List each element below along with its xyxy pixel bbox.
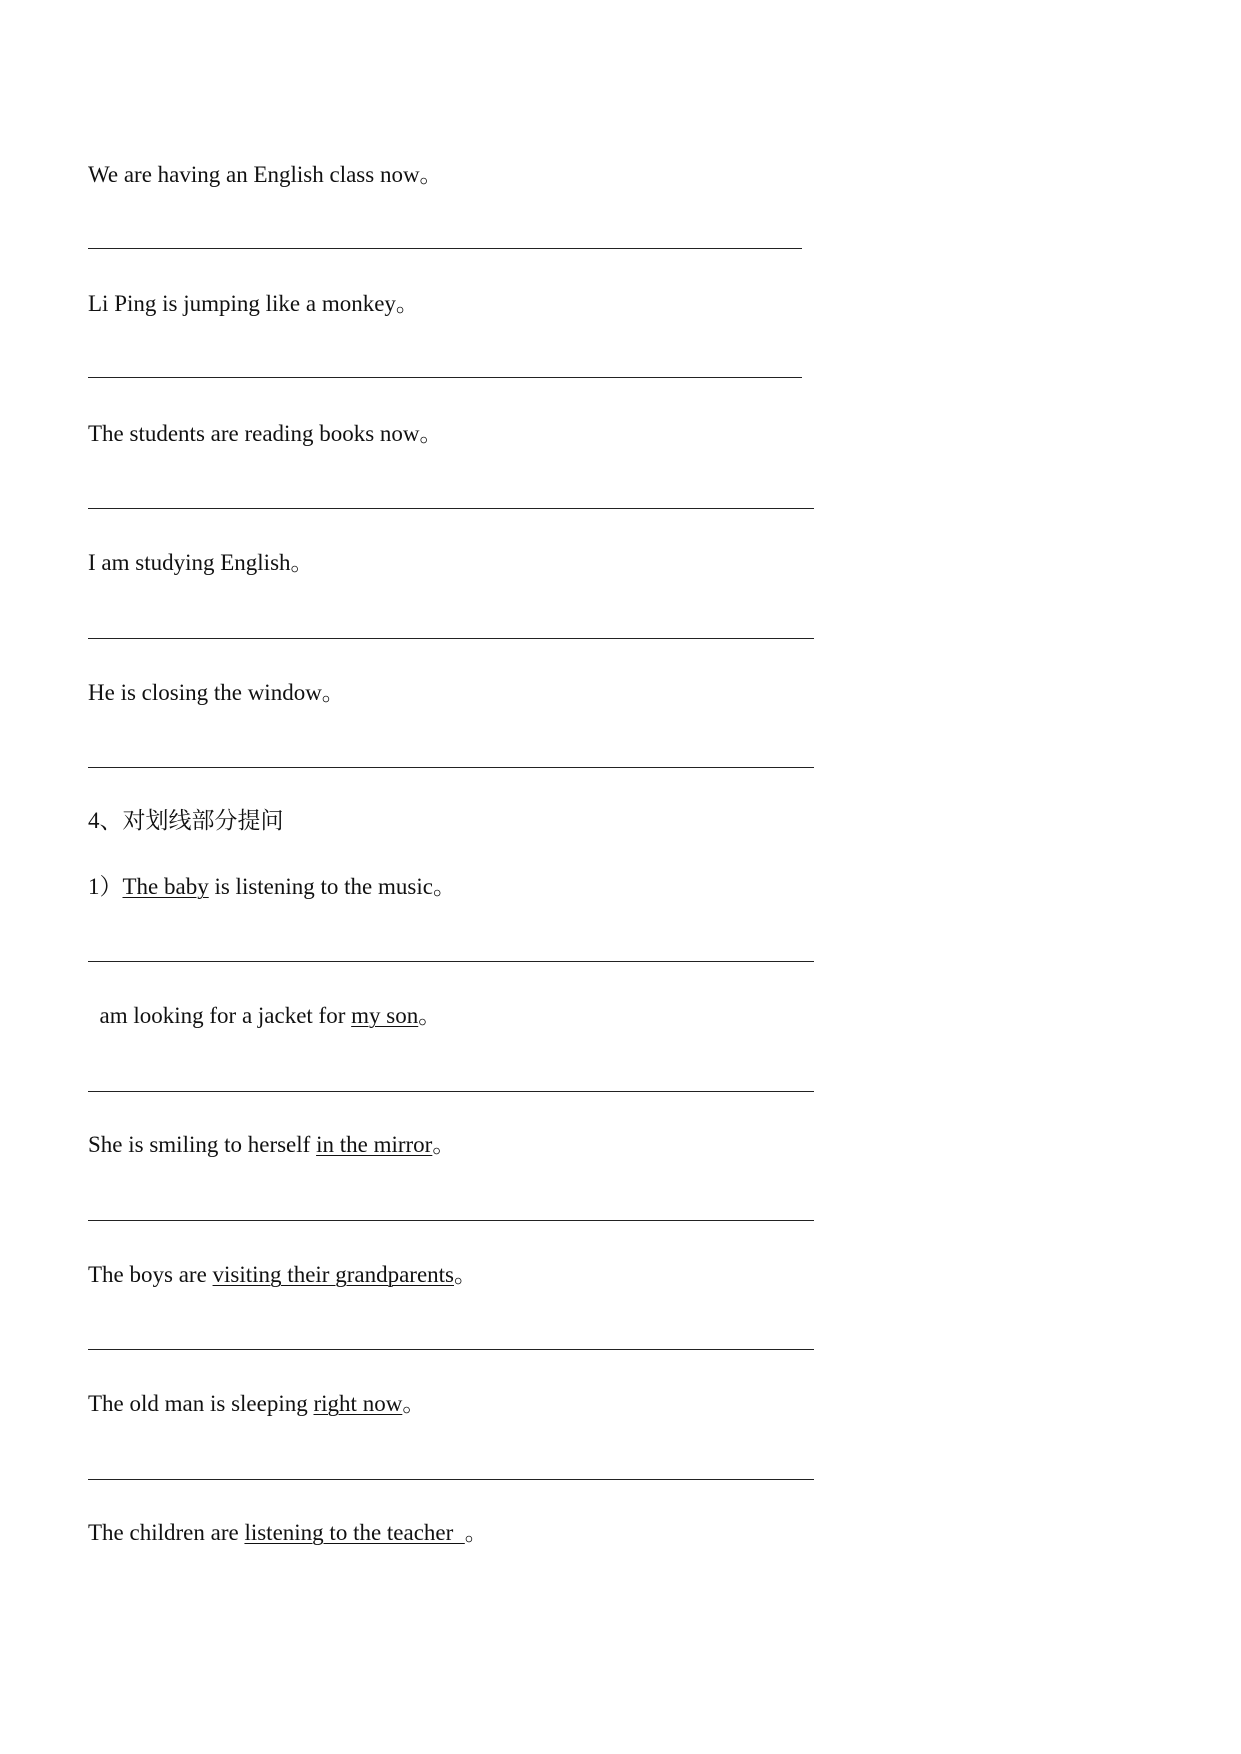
sentence-suffix: 。: [454, 1262, 477, 1287]
exercise-sentence: He is closing the window。: [88, 680, 345, 705]
underlined-phrase: right now: [313, 1391, 403, 1416]
question-sentence: [88, 873, 456, 901]
sentence-suffix: 。: [402, 1391, 426, 1416]
underlined-phrase: in the mirror: [316, 1132, 433, 1157]
exercise-sentence: The students are reading books now。: [88, 421, 443, 446]
answer-line: [88, 638, 814, 639]
sentence-suffix: 。: [432, 1132, 456, 1157]
exercise-sentence: I am studying English。: [88, 550, 314, 575]
answer-line: [88, 961, 814, 962]
sentence-suffix: 。: [464, 1520, 488, 1545]
answer-line: [88, 1479, 814, 1480]
exercise-sentence: Li Ping is jumping like a monkey。: [88, 291, 419, 316]
answer-line: [88, 1349, 814, 1350]
answer-line: [88, 508, 814, 509]
sentence-prefix: The boys are: [88, 1262, 213, 1287]
sentence-prefix: She is smiling to herself: [88, 1132, 317, 1157]
underlined-phrase: The baby: [122, 874, 209, 899]
answer-line: [88, 1220, 814, 1221]
question-sentence: [88, 1261, 477, 1289]
question-sentence: [88, 1002, 441, 1030]
answer-line: [88, 1091, 814, 1092]
sentence-prefix: am looking for a jacket for: [88, 1003, 352, 1028]
answer-line: [88, 377, 802, 378]
answer-line: [88, 767, 814, 768]
sentence-suffix: 。: [418, 1003, 442, 1028]
question-sentence: [88, 1390, 425, 1418]
sentence-suffix: is listening to the music。: [208, 874, 456, 899]
sentence-prefix: The old man is sleeping: [88, 1391, 314, 1416]
section-heading: 4、对划线部分提问: [88, 808, 284, 833]
question-sentence: [88, 1131, 455, 1159]
underlined-phrase: listening to the teacher: [244, 1520, 465, 1545]
exercise-sentence: We are having an English class now。: [88, 162, 443, 187]
answer-line: [88, 248, 802, 249]
sentence-prefix: The children are: [88, 1520, 245, 1545]
sentence-prefix: 1）: [88, 874, 123, 899]
underlined-phrase: visiting their grandparents: [212, 1262, 454, 1287]
underlined-phrase: my son: [351, 1003, 419, 1028]
question-sentence: [88, 1519, 488, 1547]
